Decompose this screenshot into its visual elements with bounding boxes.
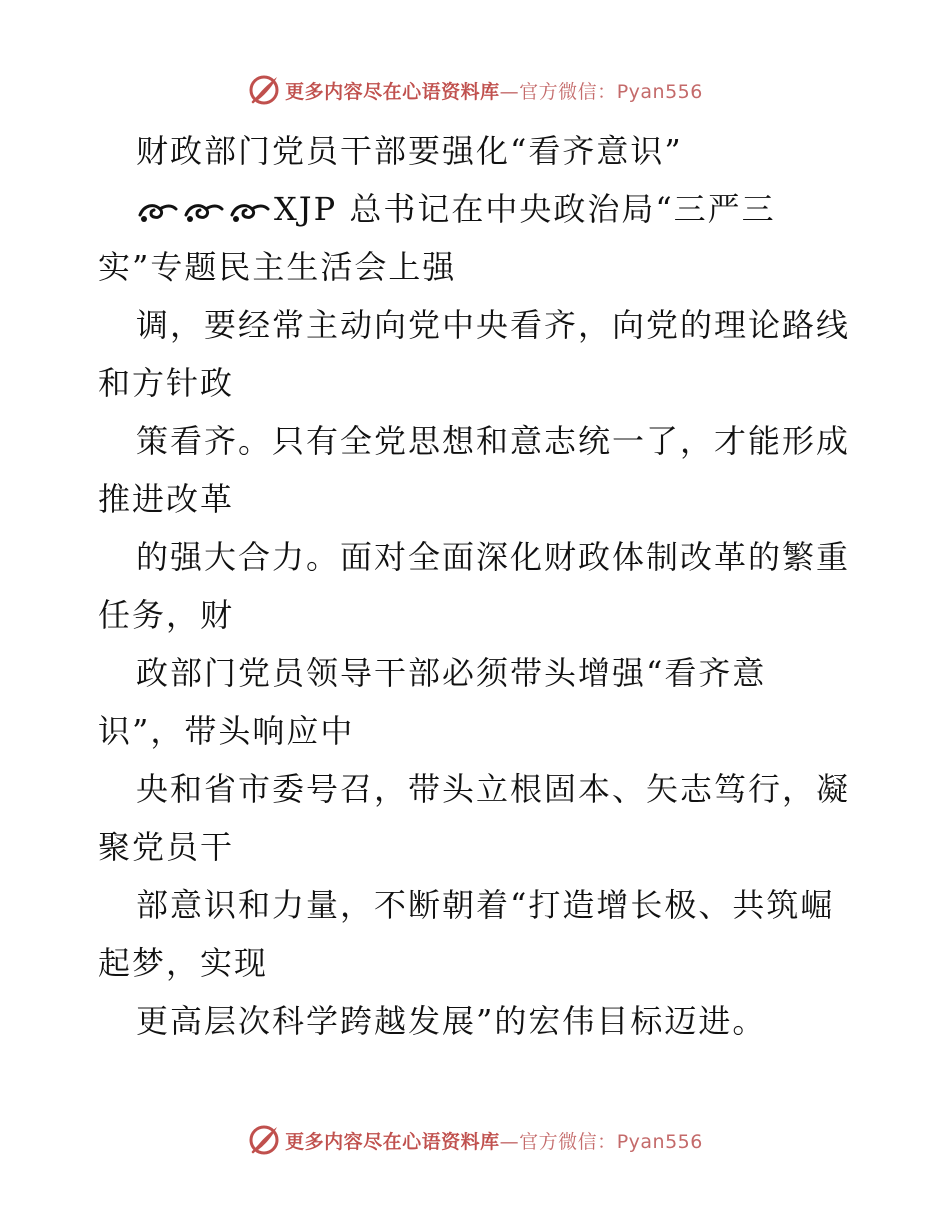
paragraph-line-1 xyxy=(98,180,858,238)
header-watermark xyxy=(0,70,950,110)
paragraph-line-7: 的强大合力。面对全面深化财政体制改革的繁重 xyxy=(136,538,851,576)
paragraph-line-3: 调，要经常主动向党中央看齐，向党的理论路线 xyxy=(136,306,851,344)
paragraph-line-14: 起梦，实现 xyxy=(98,944,269,982)
watermark-wechat-id: Pyan556 xyxy=(616,1130,703,1153)
footer-watermark xyxy=(0,1120,950,1160)
floral-dingbat-icon xyxy=(136,197,178,227)
watermark-wechat-id: Pyan556 xyxy=(616,80,703,103)
watermark-separator: — xyxy=(499,80,520,103)
paragraph-line-4: 和方针政 xyxy=(98,364,235,402)
watermark-wechat-label: 官方微信： xyxy=(519,1130,617,1153)
paragraph-line-text: XJP 总书记在中央政治局“三严三 xyxy=(274,190,776,228)
paragraph-line-15: 更高层次科学跨越发展”的宏伟目标迈进。 xyxy=(136,1002,767,1040)
paragraph-line-2: 实”专题民主生活会上强 xyxy=(98,248,457,286)
document-body xyxy=(98,122,858,1050)
document-title: 财政部门党员干部要强化“看齐意识” xyxy=(136,132,683,170)
watermark-separator: — xyxy=(499,1130,520,1153)
paragraph-line-9: 政部门党员领导干部必须带头增强“看齐意 xyxy=(136,654,767,692)
watermark-brand: 更多内容尽在心语资料库 xyxy=(285,80,500,103)
watermark-brand: 更多内容尽在心语资料库 xyxy=(285,1130,500,1153)
paragraph-line-12: 聚党员干 xyxy=(98,828,235,866)
floral-dingbat-icon xyxy=(182,197,224,227)
watermark-text xyxy=(285,1127,703,1154)
floral-dingbat-icon xyxy=(228,197,270,227)
watermark-text xyxy=(285,77,703,104)
quill-logo-icon xyxy=(247,73,281,107)
quill-logo-icon xyxy=(247,1123,281,1157)
paragraph-line-5: 策看齐。只有全党思想和意志统一了，才能形成 xyxy=(136,422,851,460)
paragraph-line-10: 识”，带头响应中 xyxy=(98,712,355,750)
paragraph-line-13: 部意识和力量，不断朝着“打造增长极、共筑崛 xyxy=(136,886,835,924)
paragraph-line-6: 推进改革 xyxy=(98,480,235,518)
watermark-wechat-label: 官方微信： xyxy=(519,80,617,103)
paragraph-line-8: 任务，财 xyxy=(98,596,235,634)
paragraph-line-11: 央和省市委号召，带头立根固本、矢志笃行，凝 xyxy=(136,770,851,808)
